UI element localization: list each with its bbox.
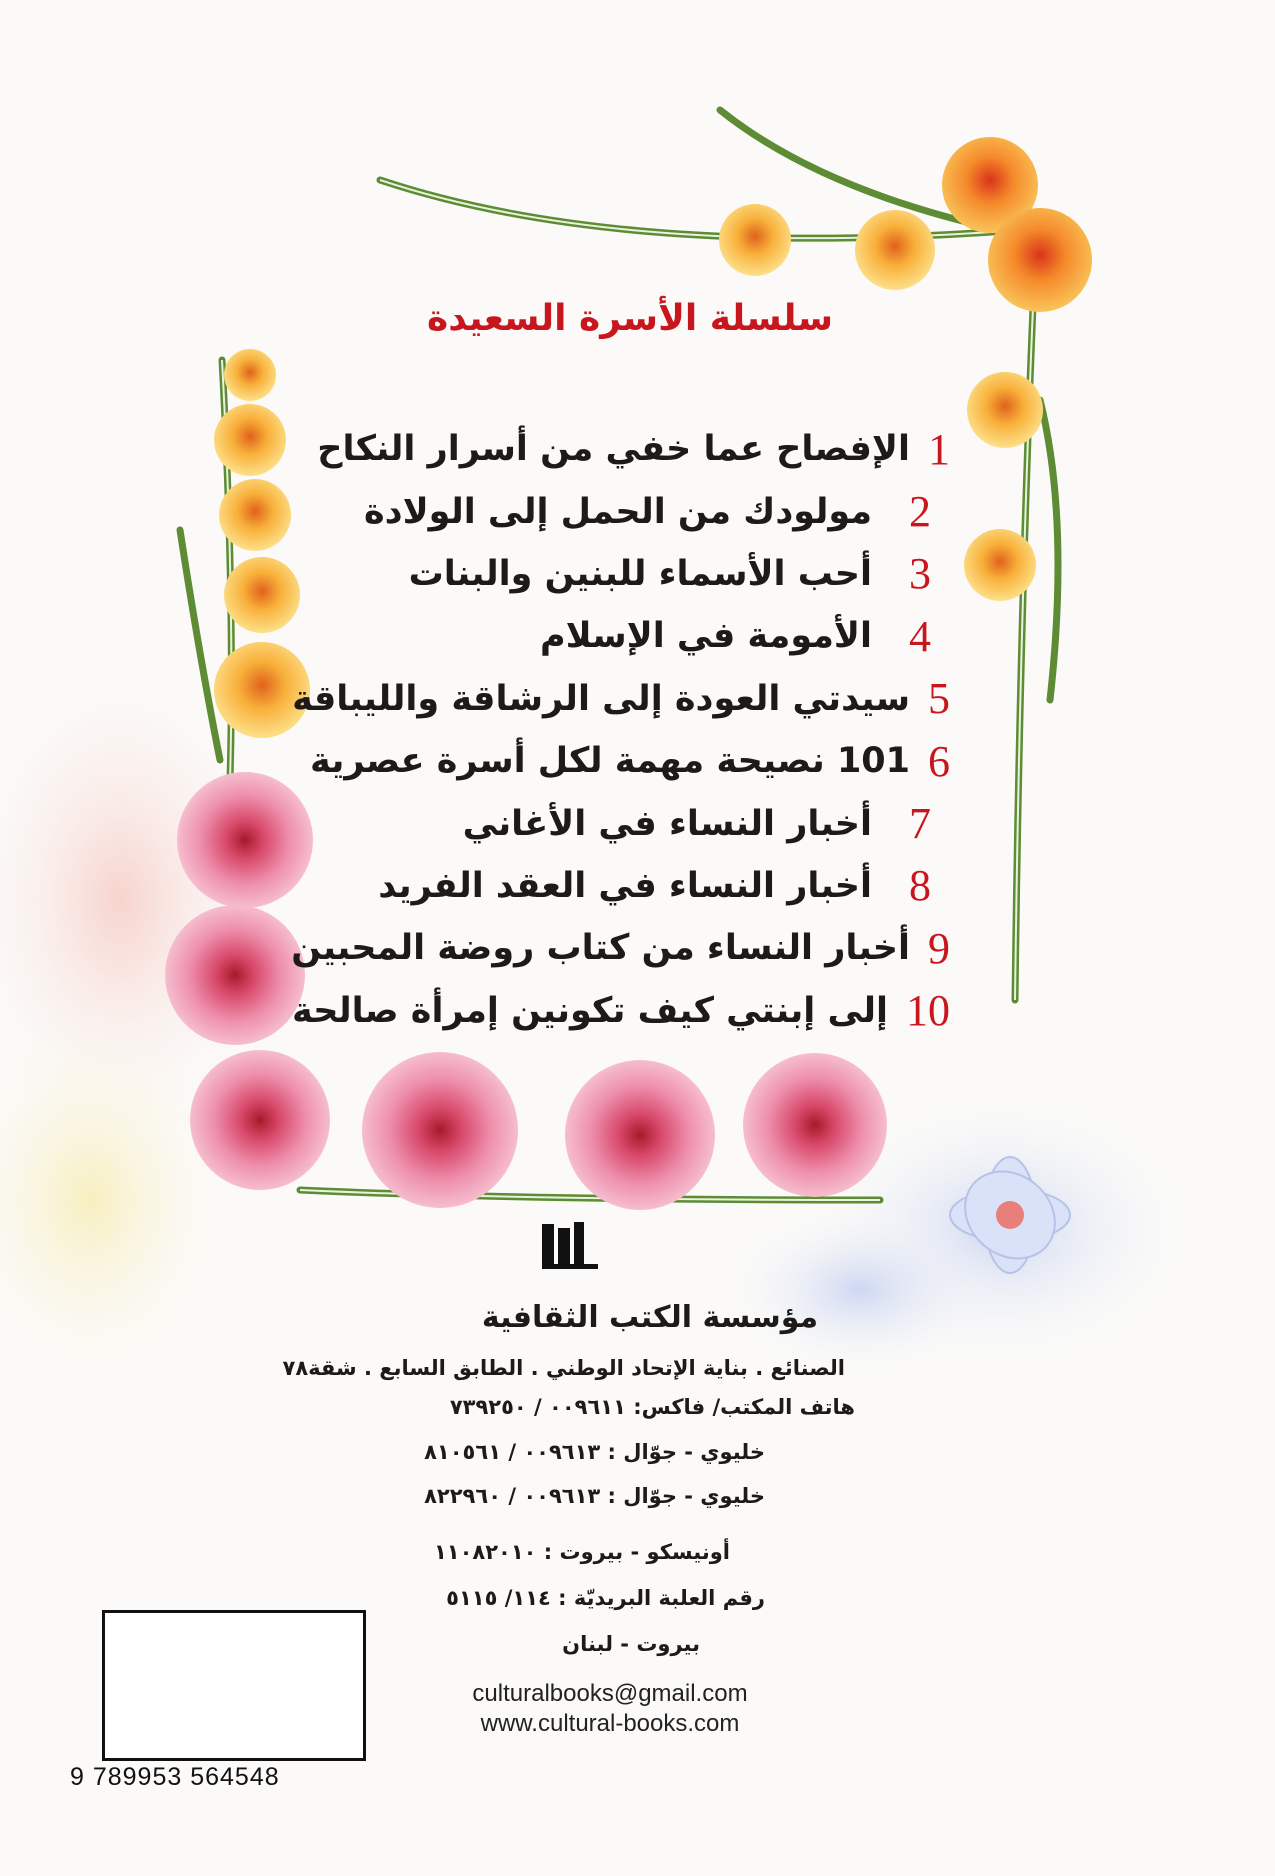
- book-item: [330, 543, 950, 605]
- office-phone: هاتف المكتب/ فاكس: ٠٠٩٦١١ / ٧٣٩٢٥٠: [449, 1395, 855, 1419]
- book-number: 7: [909, 799, 931, 849]
- book-item: [291, 917, 950, 979]
- book-number: 2: [909, 487, 931, 537]
- unesco-line: أونيسكو - بيروت : ١١٠٨٢٠١٠: [433, 1540, 730, 1564]
- book-list: [291, 418, 950, 1042]
- book-item: [310, 730, 950, 792]
- publisher-email[interactable]: culturalbooks@gmail.com: [472, 1680, 748, 1707]
- book-item: [292, 980, 950, 1042]
- book-item: [330, 792, 950, 854]
- book-number: 3: [909, 549, 931, 599]
- book-number: 1: [928, 424, 950, 474]
- book-number: 4: [909, 611, 931, 661]
- book-title: الأمومة في الإسلام: [540, 616, 872, 657]
- city: بيروت - لبنان: [562, 1632, 700, 1656]
- book-number: 9: [928, 923, 950, 973]
- barcode-digits: 9 789953 564548: [70, 1763, 280, 1791]
- publisher-website[interactable]: www.cultural-books.com: [480, 1710, 740, 1737]
- book-item: [292, 668, 950, 730]
- book-title: أحب الأسماء للبنين والبنات: [408, 553, 872, 594]
- book-number: 5: [928, 674, 950, 724]
- mobile-phone-1: خليوي - جوّال : ٠٠٩٦١٣ / ٨١٠٥٦١: [424, 1440, 765, 1464]
- book-item: [330, 605, 950, 667]
- book-item: [330, 480, 950, 542]
- book-title: أخبار النساء في العقد الفريد: [378, 865, 872, 906]
- mobile-phone-2: خليوي - جوّال : ٠٠٩٦١٣ / ٨٢٢٩٦٠: [424, 1484, 765, 1508]
- book-title: مولودك من الحمل إلى الولادة: [363, 491, 872, 532]
- publisher-address: الصنائع . بناية الإتحاد الوطني . الطابق السابع . شقة٧٨: [282, 1356, 845, 1380]
- book-title: أخبار النساء من كتاب روضة المحبين: [291, 928, 910, 969]
- publisher-name: مؤسسة الكتب الثقافية: [481, 1300, 819, 1335]
- book-title: 101 نصيحة مهمة لكل أسرة عصرية: [310, 741, 910, 782]
- barcode: [102, 1610, 366, 1761]
- book-item: [317, 418, 950, 480]
- book-number: 6: [928, 736, 950, 786]
- book-title: أخبار النساء في الأغاني: [462, 803, 872, 844]
- book-item: [330, 855, 950, 917]
- book-title: إلى إبنتي كيف تكونين إمرأة صالحة: [292, 990, 888, 1031]
- book-title: الإفصاح عما خفي من أسرار النكاح: [317, 429, 910, 470]
- publisher-logo-icon: [540, 1220, 600, 1270]
- po-box: رقم العلبة البريديّة : ١١٤/ ٥١١٥: [446, 1586, 765, 1610]
- book-number: 8: [909, 861, 931, 911]
- book-title: سيدتي العودة إلى الرشاقة والليباقة: [292, 678, 910, 719]
- book-number: 10: [906, 986, 950, 1036]
- series-title: سلسلة الأسرة السعيدة: [426, 298, 834, 339]
